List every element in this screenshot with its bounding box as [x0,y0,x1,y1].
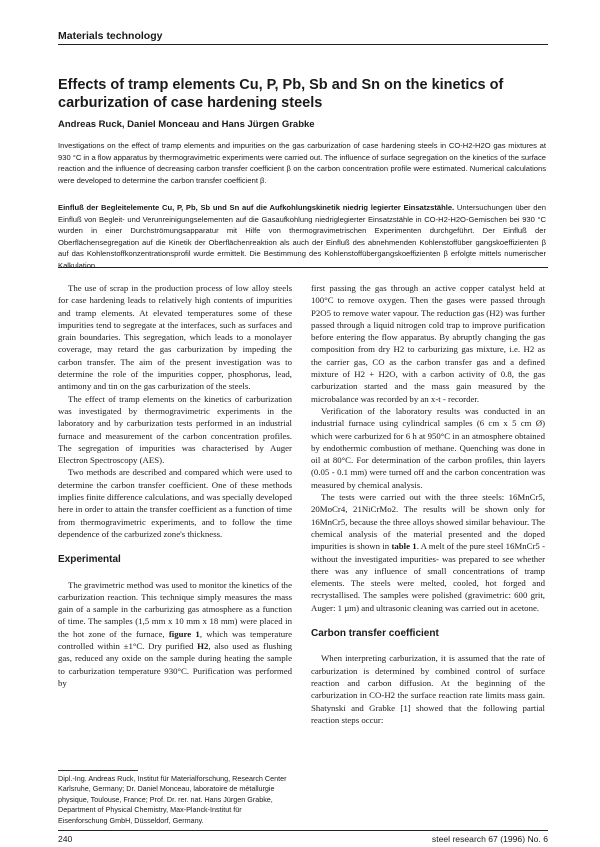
abstract-german-body: Untersuchungen über den Einfluß von Begleit- und Verunreinigungselementen auf die Gasaufkohlung niedriglegierter Einsatzstähle in CO-H2-H2O-Gemischen bei 930 °C wurden in einer Durchströmungsapparatur mit Hilfe von thermogravimetrischen Experimenten durchgeführt. Der Einfluß der Oberflächensegregation auf die Kinetik der Oberflächenreaktion als auch der Einfluß des abnehmenden Kohlenstoffüber gangskoeffizienten β auf das Kohlenstoffkonzentrationsprofil wurde ermittelt. Die Bestimmung des Kohlenstoffübergangskoeffizienten β erfolgte mittels numerischer Kalkulation. [58,203,546,270]
steels-text-b: . A melt of the pure steel 16MnCr5 -without the investigated impurities- was prepared to see whether there was any influence of small concentrations of tramp elements. The steels were melted, cooled, hot forged and recrystallised. The samples were polished (gravimetric: 600 grit, Auger: 1 µm) and ultrasonic cleaning was carried out in acetone. [311,541,546,613]
journal-reference: steel research 67 (1996) No. 6 [431,834,548,844]
experimental-text-a: The gravimetric method was used to monitor the kinetics of the carburization reaction. This technique simply measures the mass gain of a sample in the carburizing gas atmosphere as a function of time. The samples (1,5 mm x 10 mm x 18 mm) were placed in the hot zone of the furnace, [58,579,292,639]
experimental-text-b: , which was temperature controlled within ±1°C. Dry purified [58,628,292,652]
abstract-german [58,202,546,272]
carbon-transfer-paragraph: When interpreting carburization, it is assumed that the rate of carburization is determined by combined control of surface reaction and carbon diffusion. At the beginning of the carburization in CO-H2 the surface reaction rate limits mass gain. Shatynski and Grabke [1] showed that the following partial reaction steps occur: [311,653,545,725]
section-tag: Materials technology [58,30,163,42]
experimental-paragraph [58,579,292,690]
page-number: 240 [58,834,73,844]
table-1-reference: table 1 [391,541,417,552]
experimental-continued: first passing the gas through an active copper catalyst held at 100°C to remove oxygen. Then the gases were passed through P2O5 to remove water vapour. The reduction gas (H2) was further passed through a liquid nitrogen cold trap to improve purification before entering the flow apparatus. By abruptly changing the gas composition from dry H2 to carburizing gas mixture, i.e. H2 as the carrier gas, CO as the carbon transfer gas and a defined mixture of H2 + H2O, with a carbon activity of 0.8, the gas carburization started and the mass gain measured by the microbalance was recorded by an x-t - recorder. [311,283,545,404]
footer-rule [58,830,548,831]
steels-paragraph [311,491,545,614]
article-authors: Andreas Ruck, Daniel Monceau and Hans Jürgen Grabke [58,119,315,130]
intro-paragraph-1: The use of scrap in the production process of low alloy steels for case hardening leads to relatively high contents of impurities and tramp elements. At elevated temperatures some of these impurities tend to segregate at the interfaces, such as surfaces and grain boundaries. This segregation, which leads to a monolayer coverage, may retard the gas carburization by impeding the carbon transfer. The aim of the present investigation was to determine the role of the impurities copper, phosphorus, lead, antimony and tin on the gas carburization of the steels. [58,283,292,392]
intro-paragraph-2: The effect of tramp elements on the kinetics of carburization was investigated by thermogravimetric experiments in the laboratory and by carburization tests performed in an industrial furnace and measurement of the carbon concentration profiles. The segregation of impurities was characterised by Auger Electron Spectroscopy (AES). [58,393,292,466]
heading-carbon-transfer: Carbon transfer coefficient [311,628,439,640]
figure-1-reference: figure 1 [168,628,200,639]
h2-gas: H2 [197,641,209,652]
author-affiliations-footnote: Dipl.-Ing. Andreas Ruck, Institut für Materialforschung, Research Center Karlsruhe, Germany; Dr. Daniel Monceau, laboratoire de métallurgie physique, Toulouse, France; Prof. Dr. rer. nat. Hans Jürgen Grabke, Department of Physical Chemistry, Max-Planck-Institut für Eisenforschung GmbH, Düsseldorf, Germany. [58,774,287,825]
top-rule [58,44,548,45]
verification-paragraph: Verification of the laboratory results was conducted in an industrial furnace using cylindrical samples (6 cm x 5 cm Ø) which were carburized for 6 h at 950°C in an atmosphere obtained by endothermic combustion of methane. Quenching was done in oil at 80°C. For determination of the carbon profiles, thin layers (0.05 - 0.1 mm) were turned off and the carbon concentration was measured by chemical analysis. [311,405,545,490]
intro-paragraph-3: Two methods are described and compared which were used to determine the carbon transfer coefficient. One of these methods implies finite difference calculations, and was specially developed here in order to attain the transfer coefficient as a function of time from thermogravimetric experiments, and to follow the time dependence of the carburized zone's thickness. [58,467,292,539]
abstract-english: Investigations on the effect of tramp elements and impurities on the gas carburization of case hardening steels in CO-H2-H2O gas mixtures at 930 °C in a flow apparatus by thermogravimetric experiments were carried out. The influence of surface segregation on the kinetics of the surface reaction and the influence of decreasing carbon transfer coefficient β on the carbon concentration profile were estimated. Numerical calculations were developed to determine the carbon transfer coefficient β. [58,141,546,185]
abstract-german-title: Einfluß der Begleitelemente Cu, P, Pb, Sb und Sn auf die Aufkohlungskinetik niedrig legierter Einsatzstähle. [58,203,455,212]
steels-text-a: The tests were carried out with the three steels: 16MnCr5, 20MoCr4, 21NiCrMo2. The results will be shown only for 16MnCr5, because the three alloys showed similar behaviour. The chemical analysis of the material presented and the doped impurities is shown in [311,492,545,552]
right-column [311,282,545,726]
article-title: Effects of tramp elements Cu, P, Pb, Sb and Sn on the kinetics of carburization of case hardening steels [58,77,504,111]
footnote-rule [58,770,138,771]
heading-experimental: Experimental [58,554,121,566]
abstract-divider [58,267,548,268]
left-column [58,282,292,689]
experimental-text-c: , also used as flushing gas, reduced any oxide on the sample during heating the sample to carburization temperature 930°C. Purification was performed by [58,641,292,688]
